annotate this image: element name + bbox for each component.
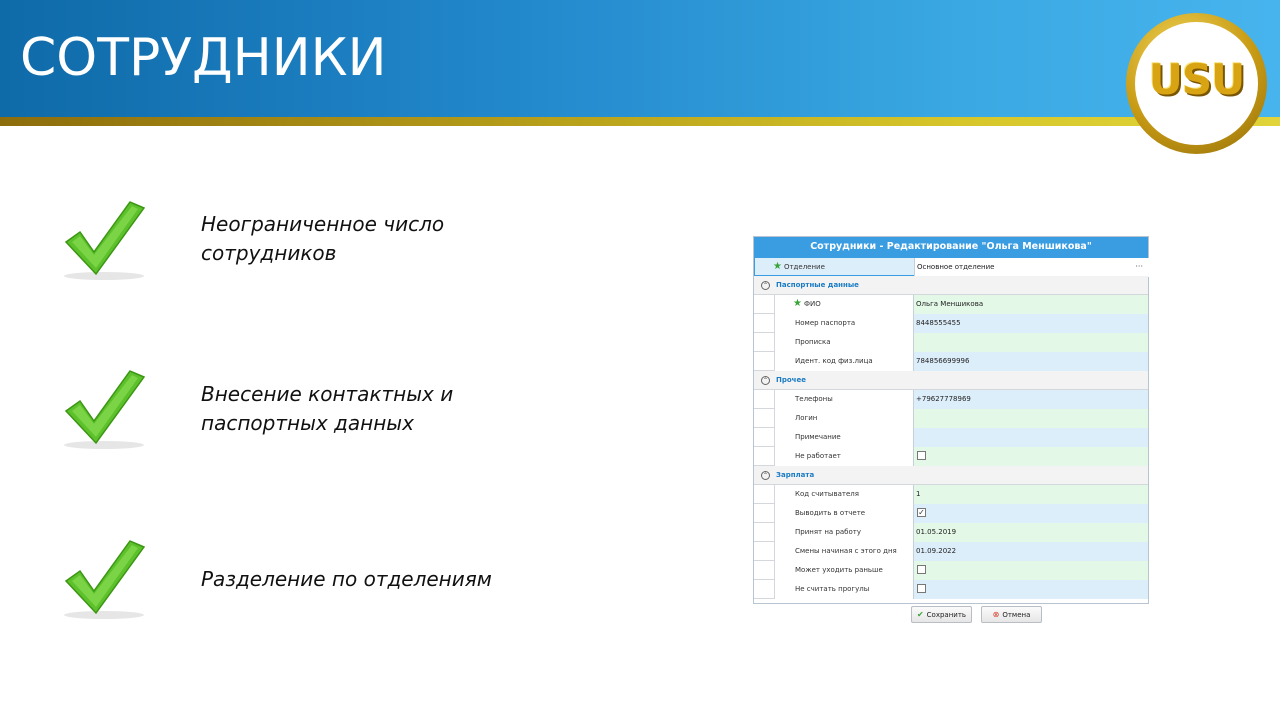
form-title: Сотрудники - Редактирование "Ольга Меншикова" [754,237,1148,257]
cancel-icon: ⊗ [992,610,1000,619]
field-row [754,542,1148,561]
collapse-icon[interactable]: ⌃ [762,282,769,289]
field-label-cell [774,390,913,409]
field-label-cell [774,504,913,523]
group-title: Паспортные данные [776,281,859,289]
show-in-report-checkbox[interactable]: ✓ [918,508,925,517]
group-other[interactable] [754,371,1148,390]
group-title: Прочее [776,376,806,384]
note-field[interactable] [913,428,1148,447]
bullet-2-line-2: паспортных данных [201,411,414,435]
reader-code-label: Код считывателя [795,490,859,498]
bullet-3-line-1: Разделение по отделениям [201,567,492,591]
field-row [754,295,1148,314]
field-row [754,561,1148,580]
field-row [754,447,1148,466]
passport-number-label: Номер паспорта [795,319,856,327]
check-icon: ✔ [916,610,924,619]
tax-id-label: Идент. код физ.лица [795,357,873,365]
login-field[interactable] [913,409,1148,428]
department-row[interactable] [754,257,1148,276]
registration-field[interactable] [913,333,1148,352]
ignore-absence-label: Не считать прогулы [795,585,870,593]
field-label-cell [774,428,913,447]
not-working-cell [913,447,1148,466]
field-row [754,390,1148,409]
field-label-cell [774,561,913,580]
star-icon: ★ [793,298,802,309]
checkmark-icon [58,198,154,286]
department-label-text: Отделение [783,263,825,271]
shifts-from-label: Смены начиная с этого дня [795,547,897,555]
show-in-report-label: Выводить в отчете [795,509,866,517]
collapse-icon[interactable]: ⌃ [762,472,769,479]
phones-field[interactable]: +79627778969 [913,390,1148,409]
field-label-cell [774,352,913,371]
bullet-1-line-2: сотрудников [201,241,337,265]
save-button-label: Сохранить [926,611,967,619]
not-working-checkbox[interactable] [917,451,926,460]
hired-date-field[interactable]: 01.05.2019 [913,523,1148,542]
field-row [754,428,1148,447]
field-label-cell [774,447,913,466]
login-label: Логин [795,414,818,422]
field-row [754,409,1148,428]
bullet-text-3 [201,565,492,594]
hired-date-label: Принят на работу [795,528,861,536]
field-row [754,352,1148,371]
department-value[interactable] [914,258,1149,277]
bullet-text-1 [201,210,444,268]
field-label-cell [774,580,913,599]
field-row [754,504,1148,523]
fio-label: ФИО [803,300,821,308]
cancel-button[interactable] [981,606,1042,623]
note-label: Примечание [795,433,841,441]
department-value-text: Основное отделение [917,263,995,271]
field-row [754,333,1148,352]
field-label-cell [774,409,913,428]
field-label [793,295,821,314]
field-row [754,523,1148,542]
shifts-from-field[interactable]: 01.09.2022 [913,542,1148,561]
employee-edit-form [753,236,1149,604]
leave-early-cell [913,561,1148,580]
bullet-2-line-1: Внесение контактных и [201,382,454,406]
field-row [754,485,1148,504]
leave-early-checkbox[interactable] [917,565,926,574]
save-button[interactable] [911,606,972,623]
field-label-cell [774,295,913,314]
field-label-cell [774,314,913,333]
checkmark-icon [58,367,154,455]
ellipsis-button[interactable]: ··· [1135,262,1143,271]
star-icon: ★ [773,261,782,272]
department-label [773,258,825,277]
field-row [754,580,1148,599]
bullet-1-line-1: Неограниченное число [201,212,445,236]
reader-code-field[interactable]: 1 [913,485,1148,504]
ignore-absence-cell [913,580,1148,599]
field-label-cell [774,333,913,352]
collapse-icon[interactable]: ⌃ [762,377,769,384]
cancel-button-label: Отмена [1002,611,1031,619]
header-stripe [0,117,1280,126]
group-passport[interactable] [754,276,1148,295]
usu-logo [1126,13,1267,154]
logo-text: USU [1148,55,1245,104]
checkmark-icon [58,537,154,625]
page-title: СОТРУДНИКИ [20,28,387,88]
group-salary[interactable] [754,466,1148,485]
bullet-text-2 [201,380,453,438]
ignore-absence-checkbox[interactable] [917,584,926,593]
field-label-cell [774,485,913,504]
phones-label: Телефоны [795,395,833,403]
tax-id-field[interactable]: 784856699996 [913,352,1148,371]
field-label-cell [774,523,913,542]
field-row [754,314,1148,333]
registration-label: Прописка [795,338,831,346]
passport-number-field[interactable]: 8448555455 [913,314,1148,333]
show-in-report-cell [913,504,1148,523]
not-working-label: Не работает [795,452,841,460]
leave-early-label: Может уходить раньше [795,566,883,574]
field-label-cell [774,542,913,561]
fio-field[interactable]: Ольга Меншикова [913,295,1148,314]
group-title: Зарплата [776,471,815,479]
